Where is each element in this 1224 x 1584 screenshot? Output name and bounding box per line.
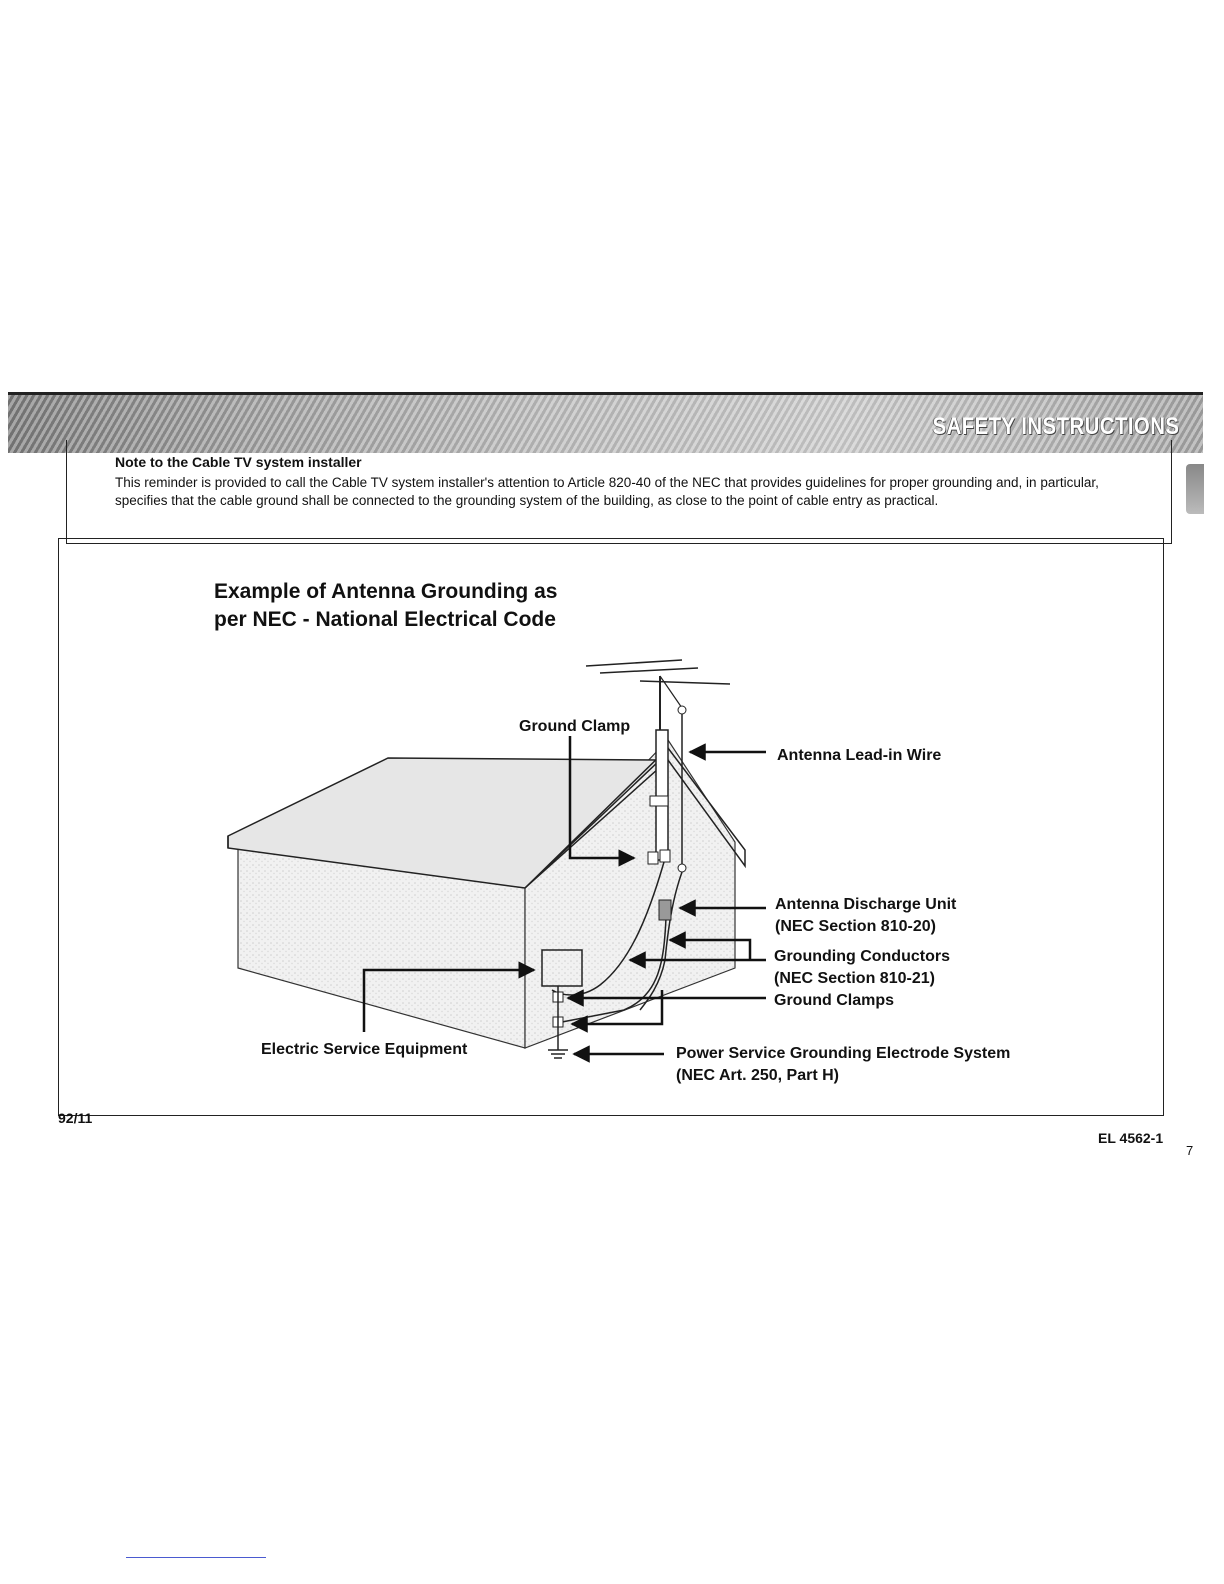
- label-antenna-discharge-unit: Antenna Discharge Unit: [775, 896, 957, 913]
- label-power-service-grounding: Power Service Grounding Electrode System: [676, 1045, 1011, 1062]
- label-ground-clamp: Ground Clamp: [519, 718, 631, 735]
- footer-right-code: EL 4562-1: [1098, 1130, 1164, 1146]
- section-title: SAFETY INSTRUCTIONS: [932, 413, 1179, 440]
- note-title: Note to the Cable TV system installer: [115, 454, 362, 470]
- note-text: This reminder is provided to call the Cable TV system installer's attention to Article 820-40 of the NEC that provides guidelines for proper grounding and, in particular, specifies that the cable ground shall be connected to the grounding system of the building, as close to the point of cable entry as practical.: [115, 475, 1099, 508]
- label-grounding-conductors: Grounding Conductors: [774, 948, 950, 965]
- label-discharge-unit-section: (NEC Section 810-20): [775, 918, 936, 935]
- diagram-title-line2: per NEC - National Electrical Code: [214, 608, 556, 631]
- label-antenna-lead-in-wire: Antenna Lead-in Wire: [777, 747, 942, 764]
- page-number: 7: [1186, 1143, 1194, 1158]
- diagram-title-line1: Example of Antenna Grounding as: [214, 580, 558, 603]
- label-grounding-conductors-section: (NEC Section 810-21): [774, 970, 935, 987]
- bottom-rule: [126, 1557, 266, 1558]
- footer-left-code: 92/11: [58, 1110, 93, 1126]
- label-ground-clamps: Ground Clamps: [774, 992, 895, 1009]
- label-electric-service-equipment: Electric Service Equipment: [261, 1041, 468, 1058]
- label-power-service-article: (NEC Art. 250, Part H): [676, 1067, 839, 1084]
